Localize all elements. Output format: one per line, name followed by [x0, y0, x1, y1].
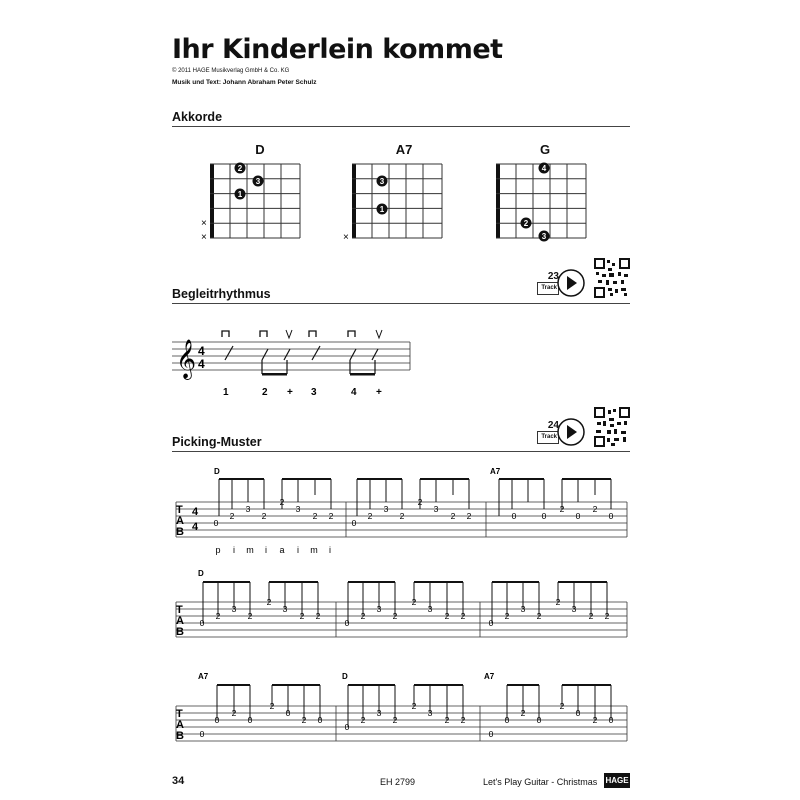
section-heading-rhythm: Begleitrhythmus: [172, 287, 271, 301]
beam: [414, 684, 463, 686]
beam: [558, 581, 607, 583]
chord-diagram-g: [496, 163, 586, 242]
svg-text:3: 3: [231, 604, 237, 614]
svg-text:3: 3: [433, 504, 439, 514]
svg-text:3: 3: [383, 504, 389, 514]
slash-note: [312, 346, 320, 360]
finger-dot: [235, 163, 246, 174]
svg-text:0: 0: [504, 715, 510, 725]
chord-symbol: A7: [490, 467, 501, 476]
track-tag: Track: [537, 431, 559, 444]
tab-clef-t: T: [176, 604, 183, 616]
svg-text:i: i: [329, 545, 331, 555]
svg-text:1: 1: [237, 190, 243, 199]
tab-clef-b: B: [176, 626, 184, 638]
svg-text:2: 2: [466, 511, 472, 521]
svg-text:i: i: [297, 545, 299, 555]
svg-text:3: 3: [295, 504, 301, 514]
svg-text:0: 0: [214, 715, 220, 725]
tab-clef-b: B: [176, 526, 184, 538]
play-track-23-button[interactable]: [556, 268, 586, 298]
svg-text:2: 2: [536, 611, 542, 621]
svg-text:3: 3: [376, 604, 382, 614]
svg-text:2: 2: [460, 611, 466, 621]
svg-text:2: 2: [299, 611, 305, 621]
slash-note: [262, 349, 268, 360]
tab-system-3: [172, 668, 630, 746]
time-signature-bottom: 4: [198, 357, 205, 371]
svg-text:0: 0: [344, 618, 350, 628]
tab-clef-b: B: [176, 730, 184, 742]
svg-text:2: 2: [279, 497, 285, 507]
svg-text:0: 0: [575, 511, 581, 521]
treble-clef-icon: 𝄞: [176, 340, 197, 378]
tab-time-sig-bottom: 4: [192, 521, 199, 533]
svg-text:m: m: [246, 545, 254, 555]
svg-text:2: 2: [523, 219, 529, 228]
chord-name-g: G: [539, 142, 551, 157]
svg-text:0: 0: [536, 715, 542, 725]
svg-text:2: 2: [312, 511, 318, 521]
svg-text:0: 0: [608, 511, 614, 521]
upstroke-icon: [286, 330, 382, 338]
beam: [272, 684, 320, 686]
svg-text:i: i: [233, 545, 235, 555]
svg-text:3: 3: [282, 604, 288, 614]
chord-symbol: D: [342, 672, 348, 681]
muted-string-mark: ×: [201, 232, 207, 243]
chord-symbol: A7: [484, 672, 495, 681]
svg-text:2: 2: [504, 611, 510, 621]
tab-clef-t: T: [176, 708, 183, 720]
track-tag: Track: [537, 282, 559, 295]
svg-text:2: 2: [266, 597, 272, 607]
count-label: 4: [351, 387, 357, 398]
tab-clef-a: A: [176, 719, 184, 731]
svg-text:2: 2: [559, 701, 565, 711]
svg-text:3: 3: [427, 604, 433, 614]
svg-text:4: 4: [541, 164, 547, 173]
section-rule: [172, 451, 630, 452]
svg-text:2: 2: [592, 504, 598, 514]
svg-text:2: 2: [247, 611, 253, 621]
chord-symbol: A7: [198, 672, 209, 681]
fingering-labels: [215, 545, 331, 555]
muted-string-mark: ×: [343, 232, 349, 243]
beam: [350, 373, 375, 376]
svg-text:3: 3: [255, 177, 261, 186]
svg-text:2: 2: [411, 701, 417, 711]
svg-text:2: 2: [328, 511, 334, 521]
chord-symbol: D: [198, 569, 204, 578]
chord-name-a7: A7: [395, 142, 413, 157]
svg-text:2: 2: [559, 504, 565, 514]
svg-text:a: a: [279, 545, 285, 555]
svg-text:2: 2: [360, 611, 366, 621]
svg-text:p: p: [215, 545, 221, 555]
svg-text:2: 2: [392, 611, 398, 621]
time-signature-top: 4: [198, 344, 205, 358]
chord-diagrams: [190, 158, 640, 248]
svg-text:2: 2: [231, 708, 237, 718]
finger-dot: [235, 189, 246, 200]
svg-text:2: 2: [592, 715, 598, 725]
catalog-code: EH 2799: [380, 777, 416, 787]
svg-text:2: 2: [315, 611, 321, 621]
beam: [420, 478, 469, 480]
publisher-logo: HAGE: [604, 773, 630, 788]
book-title: Let's Play Guitar - Christmas: [483, 777, 598, 787]
svg-text:2: 2: [520, 708, 526, 718]
page-number: 34: [172, 775, 185, 787]
svg-text:3: 3: [520, 604, 526, 614]
beam: [348, 684, 395, 686]
beam: [219, 478, 264, 480]
svg-text:2: 2: [367, 511, 373, 521]
svg-text:0: 0: [608, 715, 614, 725]
svg-text:2: 2: [261, 511, 267, 521]
svg-text:0: 0: [575, 708, 581, 718]
section-heading-chords: Akkorde: [172, 110, 223, 124]
svg-text:0: 0: [488, 618, 494, 628]
track-number: 23: [547, 271, 559, 282]
svg-text:3: 3: [379, 177, 385, 186]
svg-text:0: 0: [511, 511, 517, 521]
svg-text:2: 2: [444, 611, 450, 621]
tab-clef-a: A: [176, 515, 184, 527]
beam: [217, 684, 250, 686]
slash-note: [284, 349, 290, 360]
svg-text:2: 2: [269, 701, 275, 711]
svg-text:m: m: [310, 545, 318, 555]
section-rule: [172, 303, 630, 304]
tab-system-1: [172, 462, 630, 557]
svg-text:0: 0: [317, 715, 323, 725]
page-title: Ihr Kinderlein kommet: [172, 34, 503, 65]
svg-text:2: 2: [588, 611, 594, 621]
finger-dot: [377, 176, 388, 187]
chord-name-d: D: [255, 142, 265, 157]
svg-text:3: 3: [245, 504, 251, 514]
svg-text:2: 2: [215, 611, 221, 621]
count-label: +: [287, 387, 293, 398]
finger-dot: [539, 163, 550, 174]
svg-text:3: 3: [541, 232, 547, 241]
svg-text:2: 2: [460, 715, 466, 725]
svg-text:2: 2: [417, 497, 423, 507]
finger-dot: [253, 176, 264, 187]
chord-symbol: D: [214, 467, 220, 476]
svg-text:0: 0: [351, 518, 357, 528]
tab-clef-t: T: [176, 504, 183, 516]
svg-text:2: 2: [411, 597, 417, 607]
svg-text:2: 2: [555, 597, 561, 607]
svg-text:0: 0: [199, 618, 205, 628]
count-label: 3: [311, 387, 317, 398]
beam: [282, 478, 331, 480]
muted-string-mark: ×: [201, 218, 207, 229]
svg-text:1: 1: [379, 205, 385, 214]
svg-text:i: i: [265, 545, 267, 555]
count-label: 1: [223, 387, 229, 398]
slash-note: [350, 349, 356, 360]
section-rule: [172, 126, 630, 127]
qr-code-track-23[interactable]: [594, 258, 630, 298]
tab-clef-a: A: [176, 615, 184, 627]
tab-system-2: [172, 565, 630, 645]
beam: [348, 581, 395, 583]
track-number: 24: [547, 420, 559, 431]
beam: [562, 478, 611, 480]
svg-text:0: 0: [213, 518, 219, 528]
svg-text:3: 3: [571, 604, 577, 614]
finger-dot: [539, 231, 550, 242]
rhythm-staff: [172, 322, 417, 400]
svg-text:0: 0: [488, 729, 494, 739]
beam: [357, 478, 402, 480]
tab-time-sig-top: 4: [192, 506, 199, 518]
beam: [269, 581, 318, 583]
svg-text:2: 2: [392, 715, 398, 725]
slash-note: [225, 346, 233, 360]
finger-dot: [521, 218, 532, 229]
svg-text:2: 2: [237, 164, 243, 173]
beam: [203, 581, 250, 583]
copyright-notice: © 2011 HAGE Musikverlag GmbH & Co. KG: [172, 68, 290, 74]
play-track-24-button[interactable]: [556, 417, 586, 447]
svg-text:2: 2: [229, 511, 235, 521]
svg-text:0: 0: [199, 729, 205, 739]
beam: [492, 581, 539, 583]
svg-text:2: 2: [301, 715, 307, 725]
chord-diagram-a7: [352, 164, 442, 238]
count-label: +: [376, 387, 382, 398]
svg-text:2: 2: [360, 715, 366, 725]
svg-text:2: 2: [399, 511, 405, 521]
svg-text:0: 0: [541, 511, 547, 521]
svg-text:0: 0: [285, 708, 291, 718]
beam: [507, 684, 539, 686]
credits: Musik und Text: Johann Abraham Peter Schulz: [172, 79, 317, 86]
beam: [414, 581, 463, 583]
svg-text:0: 0: [344, 722, 350, 732]
svg-text:0: 0: [247, 715, 253, 725]
svg-text:2: 2: [450, 511, 456, 521]
beam: [499, 478, 544, 480]
svg-text:2: 2: [444, 715, 450, 725]
svg-text:3: 3: [427, 708, 433, 718]
svg-text:2: 2: [604, 611, 610, 621]
chord-diagram-d: [210, 163, 300, 239]
beam: [262, 373, 287, 376]
qr-code-track-24[interactable]: [594, 407, 630, 447]
beam: [562, 684, 611, 686]
finger-dot: [377, 204, 388, 215]
count-label: 2: [262, 387, 268, 398]
svg-text:3: 3: [376, 708, 382, 718]
section-heading-picking: Picking-Muster: [172, 435, 262, 449]
slash-note: [372, 349, 378, 360]
